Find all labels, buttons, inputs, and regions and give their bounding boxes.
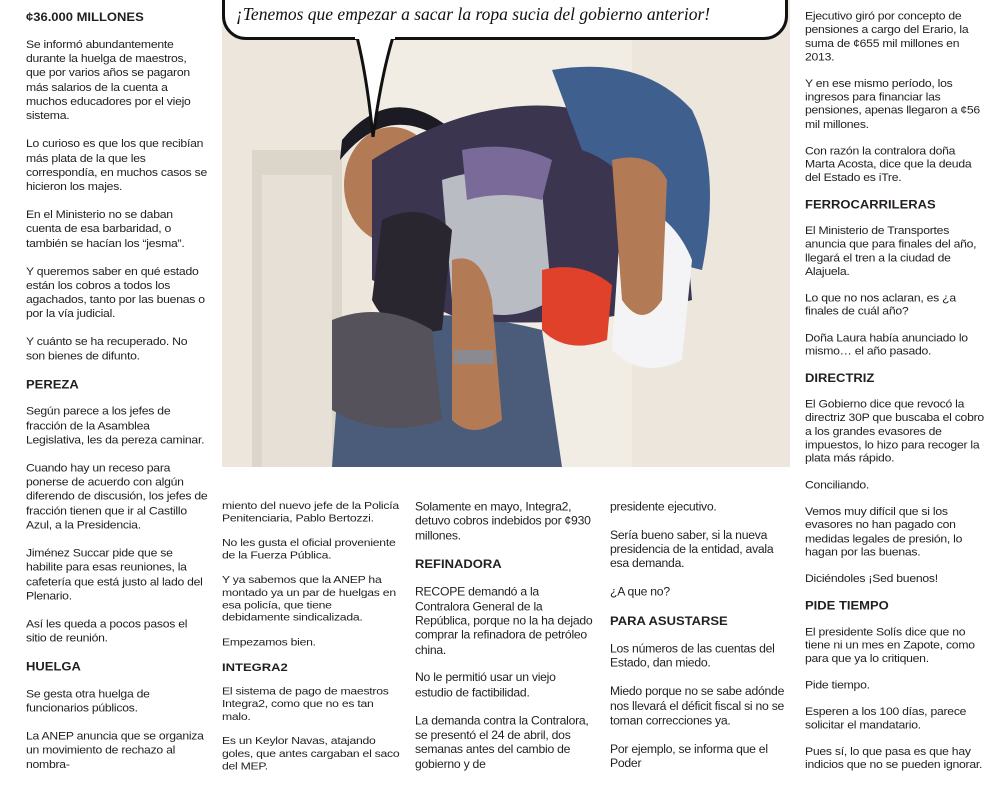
paragraph: La ANEP anuncia que se organiza un movimiento de rechazo al nombra- [26, 729, 204, 771]
speech-bubble-tail [355, 37, 395, 137]
section-heading: REFINADORA [415, 557, 502, 572]
paragraph: Lo curioso es que los que recibían más plata de la que les correspondía, en muchos casos se hicieron los majes. [26, 137, 208, 193]
paragraph: El presidente Solís dice que no tiene ni un mes en Zapote, como para que ya lo critiquen. [805, 625, 975, 665]
paragraph: Según parece a los jefes de fracción de la Asamblea Legislativa, les da pereza caminar. [26, 404, 205, 447]
paragraph: Se gesta otra huelga de funcionarios públicos. [26, 686, 150, 715]
paragraph: Sería bueno saber, si la nueva presidencia de la entidad, avala esa demanda. [610, 528, 774, 571]
column-1 [26, 10, 208, 785]
section-heading: FERROCARRILERAS [805, 197, 936, 212]
paragraph: Y ya sabemos que la ANEP ha montado ya un par de huelgas en esa policía, que tiene debidamente sindicalizada. [222, 574, 396, 624]
photo-man-with-clothes [222, 0, 790, 467]
paragraph: Jiménez Succar pide que se habilite para esas reuniones, la cafetería que está justo al lado del Plenario. [26, 546, 203, 603]
section-heading: PEREZA [26, 376, 79, 391]
section-heading: HUELGA [26, 659, 81, 674]
paragraph: Solamente en mayo, Integra2, detuvo cobros indebidos por ¢930 millones. [415, 500, 591, 543]
paragraph: El sistema de pago de maestros Integra2, como que no es tan malo. [222, 685, 389, 723]
paragraph: Diciéndoles ¡Sed buenos! [805, 572, 938, 585]
section-heading: INTEGRA2 [222, 661, 288, 674]
column-5 [805, 10, 987, 785]
paragraph: miento del nuevo jefe de la Policía Penitenciaria, Pablo Bertozzi. [222, 500, 399, 525]
column-3 [415, 500, 595, 785]
paragraph: Esperen a los 100 días, parece solicitar el mandatario. [805, 705, 967, 732]
section-heading: PIDE TIEMPO [805, 598, 889, 612]
paragraph: RECOPE demandó a la Contralora General de la República, porque no la ha dejado comprar la refinadora de petróleo china. [415, 585, 593, 657]
paragraph: Y queremos saber en qué estado están los cobros a todos los agachados, tanto por las buenas o por la vía judicial. [26, 264, 205, 321]
paragraph: En el Ministerio no se daban cuenta de esa barbaridad, o también se hacían los “jesma”. [26, 207, 185, 250]
column-4 [610, 500, 790, 785]
speech-bubble-text: ¡Tenemos que empezar a sacar la ropa sucia del gobierno anterior! [236, 4, 711, 24]
paragraph: Y cuánto se ha recuperado. No son bienes de difunto. [26, 334, 188, 363]
paragraph: No les gusta el oficial proveniente de la Fuerza Pública. [222, 537, 396, 562]
paragraph: Y en ese mismo período, los ingresos para financiar las pensiones, apenas llegaron a ¢56 mil millones. [805, 77, 980, 131]
section-heading: ¢36.000 MILLONES [26, 10, 144, 24]
paragraph: La demanda contra la Contralora, se presentó el 24 de abril, dos semanas antes del cambio de gobierno y de [415, 713, 589, 771]
paragraph: Empezamos bien. [222, 636, 316, 648]
paragraph: Doña Laura había anunciado lo mismo… el año pasado. [805, 331, 968, 358]
section-heading: PARA ASUSTARSE [610, 613, 728, 629]
paragraph: Así les queda a pocos pasos el sitio de reunión. [26, 616, 188, 645]
paragraph: El Gobierno dice que revocó la directriz 30P que buscaba el cobro a los grandes evasores de impuestos, lo hizo para recoger la plata más rápido. [805, 397, 984, 465]
paragraph: No le permitió usar un viejo estudio de factibilidad. [415, 671, 556, 699]
paragraph: Es un Keylor Navas, atajando goles, que antes cargaban el saco del MEP. [222, 735, 400, 772]
column-2 [222, 500, 402, 785]
paragraph: Conciliando. [805, 478, 870, 491]
paragraph: Los números de las cuentas del Estado, dan miedo. [610, 642, 775, 670]
paragraph: Pide tiempo. [805, 678, 870, 692]
section-heading: DIRECTRIZ [805, 371, 875, 385]
paragraph: Cuando hay un receso para ponerse de acuerdo con algún diferendo de discusión, los jefes de fracción tienen que ir al Castillo Azul, a la Presidencia. [26, 461, 208, 532]
paragraph: El Ministerio de Transportes anuncia que para finales del año, llegará el tren a la ciudad de Alajuela. [805, 224, 977, 278]
paragraph: ¿A que no? [610, 585, 670, 599]
paragraph: Se informó abundantemente durante la huelga de maestros, que por varios años se pagaron más salarios de la cuenta a muchos educadores por el viejo sistema. [26, 37, 191, 123]
paragraph: presidente ejecutivo. [610, 500, 717, 514]
photo-illustration [222, 0, 790, 467]
paragraph: Ejecutivo giró por concepto de pensiones a cargo del Erario, la suma de ¢655 mil millones en 2013. [805, 10, 969, 64]
paragraph: Miedo porque no se sabe adónde nos llevará el déficit fiscal si no se toman correcciones ya. [610, 684, 785, 728]
paragraph: Lo que no nos aclaran, es ¿a finales de cuál año? [805, 291, 956, 318]
paragraph: Pues sí, lo que pasa es que hay indicios que no se pueden ignorar. [805, 745, 983, 772]
paragraph: Vemos muy difícil que si los evasores no han pagado con medidas legales de presión, lo hagan por las buenas. [805, 505, 963, 559]
paragraph: Por ejemplo, se informa que el Poder [610, 742, 768, 770]
paragraph: Con razón la contralora doña Marta Acosta, dice que la deuda del Estado es iTre. [805, 144, 972, 184]
